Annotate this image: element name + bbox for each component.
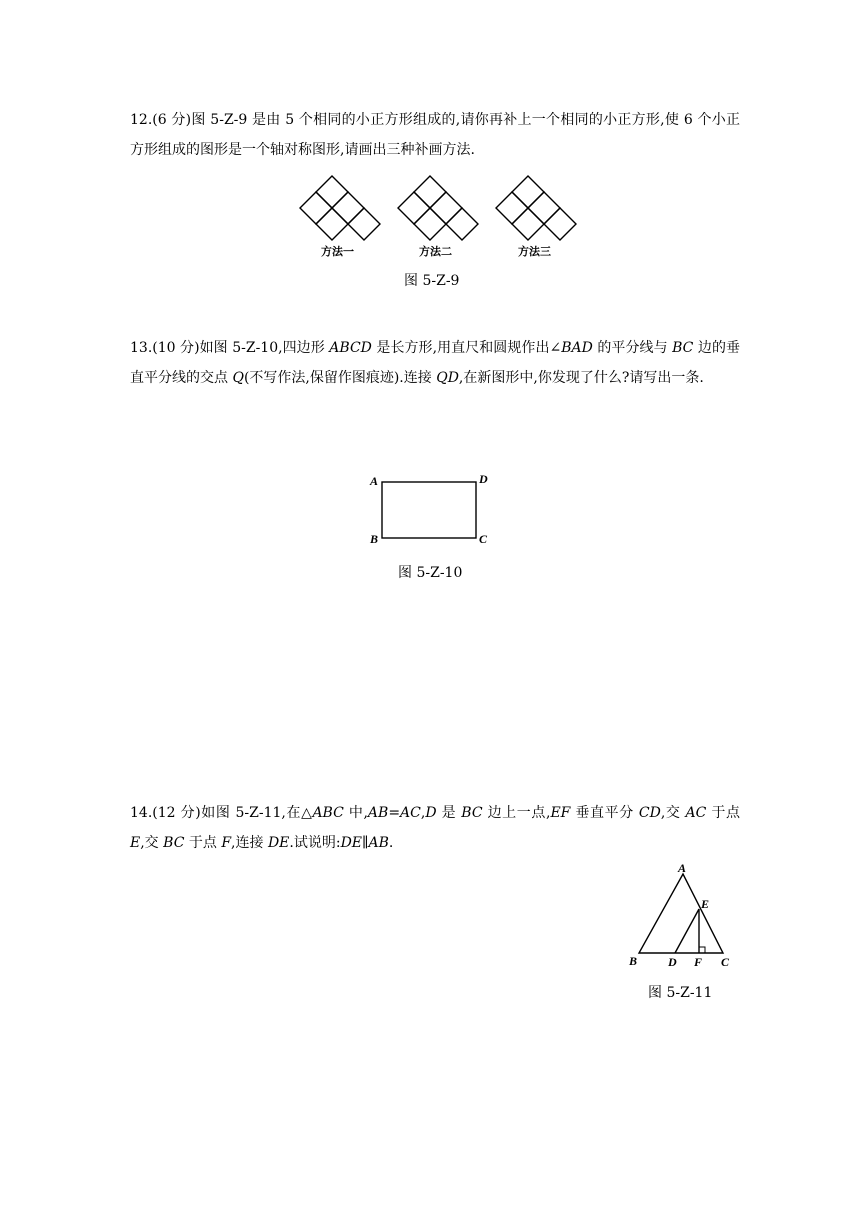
diamond-shape-3: [496, 176, 576, 240]
right-angle-mark: [699, 947, 705, 953]
point-a-label: A: [370, 474, 379, 488]
unit-square: [430, 192, 462, 224]
unit-square: [414, 176, 446, 208]
figure-caption-5-z-10: 图 5-Z-10: [398, 565, 463, 581]
method-2-label: 方法二: [419, 245, 452, 258]
point-c-label: C: [721, 955, 730, 969]
point-e-label: E: [701, 897, 710, 911]
unit-square: [316, 176, 348, 208]
figure-caption-5-z-11: 图 5-Z-11: [648, 985, 713, 1001]
unit-square: [496, 192, 528, 224]
unit-square: [348, 208, 380, 240]
point-a-label: A: [678, 861, 687, 875]
unit-square: [398, 192, 430, 224]
figure-caption-5-z-9: 图 5-Z-9: [404, 273, 460, 289]
unit-square: [332, 192, 364, 224]
question-13-text: 13.(10 分)如图 5-Z-10,四边形 ABCD 是长方形,用直尺和圆规作出∠BAD 的平分线与 BC 边的垂直平分线的交点 Q(不写作法,保留作图痕迹).连接 QD,在新图形中,你发现了什么?请写出一条.: [130, 340, 740, 386]
point-d-label: D: [668, 955, 677, 969]
point-d-label: D: [479, 472, 488, 486]
segment-de: [675, 909, 699, 953]
point-c-label: C: [479, 532, 488, 546]
point-f-label: F: [694, 955, 703, 969]
method-1-label: 方法一: [321, 245, 354, 258]
point-b-label: B: [370, 532, 379, 546]
diamond-shape-2: [398, 176, 478, 240]
unit-square: [528, 192, 560, 224]
question-12-text: [130, 105, 740, 165]
unit-square: [544, 208, 576, 240]
unit-square: [414, 208, 446, 240]
point-b-label: B: [629, 954, 638, 968]
figure-5-z-10: [365, 470, 505, 550]
question-14-text: 14.(12 分)如图 5-Z-11,在△ABC 中,AB=AC,D 是 BC 边上一点,EF 垂直平分 CD,交 AC 于点 E,交 BC 于点 F,连接 DE.试说明:DE∥AB.: [130, 805, 741, 851]
q12-text: 12.(6 分)图 5-Z-9 是由 5 个相同的小正方形组成的,请你再补上一个相同的小正方形,使 6 个小正方形组成的图形是一个轴对称图形,请画出三种补画方法.: [130, 112, 740, 158]
unit-square: [300, 192, 332, 224]
unit-square: [316, 208, 348, 240]
unit-square: [512, 208, 544, 240]
unit-square: [446, 208, 478, 240]
unit-square: [512, 176, 544, 208]
figure-5-z-11: [622, 858, 742, 978]
diamond-shape-1: [300, 176, 380, 240]
rectangle-abcd: [382, 482, 476, 538]
method-3-label: 方法三: [518, 245, 551, 258]
